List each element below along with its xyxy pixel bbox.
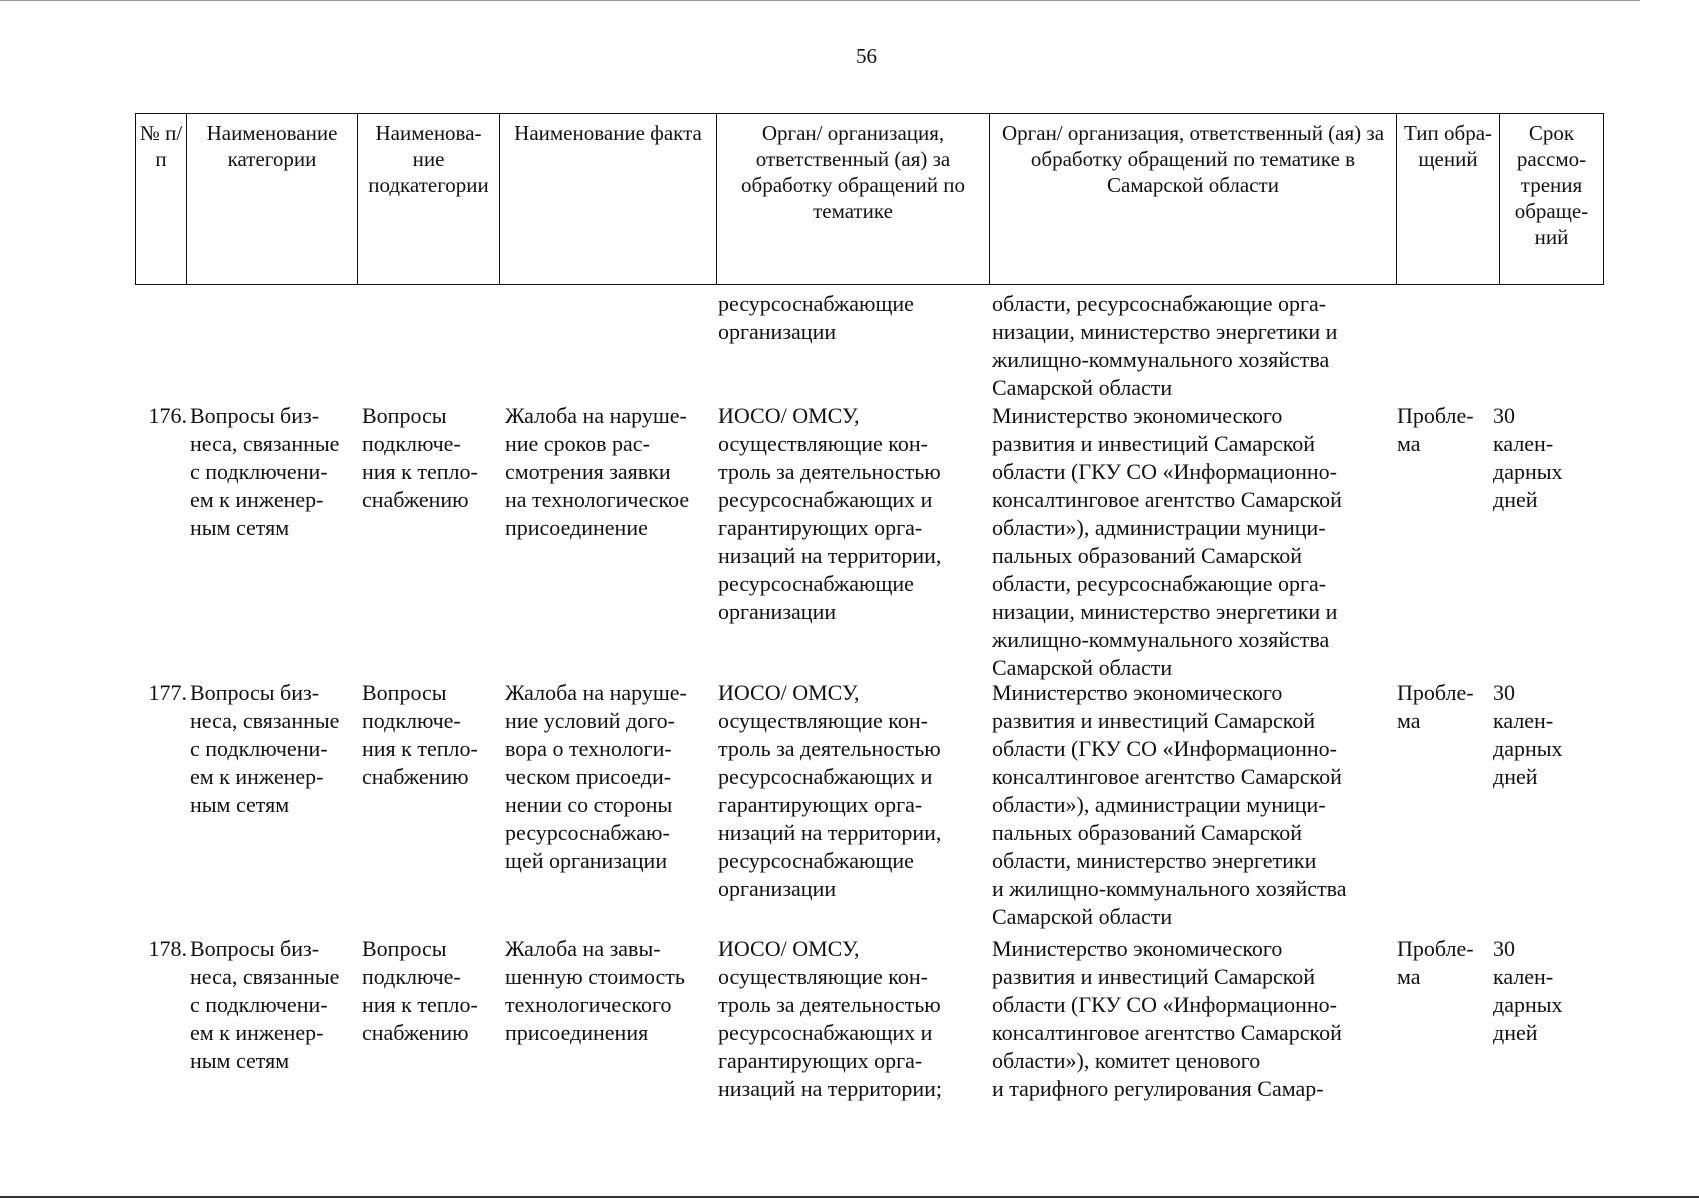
header-fact: Наименование факта (500, 114, 717, 285)
row-org-region: Министерство экономического развития и инвестиций Самарской области (ГКУ СО «Информационно- консалтинговое агентство Самарской области»), комитет ценового и тарифного регулирования Самар- (992, 936, 1342, 1101)
continuation-org: ресурсоснабжающие организации (718, 291, 914, 344)
row-number: 178. (148, 936, 187, 961)
row-term: 30 кален- дарных дней (1493, 680, 1563, 789)
row-subcategory: Вопросы подключе- ния к тепло- снабжению (362, 403, 478, 512)
scan-top-edge (0, 0, 1640, 1)
continuation-org-region: области, ресурсоснабжающие орга- низации, министерство энергетики и жилищно-коммунального хозяйства Самарской области (992, 291, 1338, 400)
header-num: № п/п (136, 114, 187, 285)
row-org: ИОСО/ ОМСУ, осуществляющие кон- троль за деятельностью ресурсоснабжающих и гарантирующих орга- низаций на территории; (718, 936, 942, 1101)
header-category: Наименование категории (187, 114, 358, 285)
row-subcategory: Вопросы подключе- ния к тепло- снабжению (362, 936, 478, 1045)
row-subcategory: Вопросы подключе- ния к тепло- снабжению (362, 680, 478, 789)
header-org-region: Орган/ организация, ответственный (ая) за обработку обращений по тематике в Самарской области (990, 114, 1397, 285)
header-term: Срок рассмо-трения обраще-ний (1500, 114, 1604, 285)
row-org: ИОСО/ ОМСУ, осуществляющие кон- троль за деятельностью ресурсоснабжающих и гарантирующих орга- низаций на территории, ресурсоснабжающие организации (718, 680, 942, 901)
row-fact: Жалоба на наруше- ние условий дого- вора о технологи- ческом присоеди- нении со стороны ресурсоснабжаю- щей организации (505, 680, 687, 873)
row-org-region: Министерство экономического развития и инвестиций Самарской области (ГКУ СО «Информационно- консалтинговое агентство Самарской области»), администрации муници- пальных образований Самарской области, ресурсоснабжающие орга- низации, министерство энергетики и жилищно-коммунального хозяйства Самарской области (992, 403, 1342, 680)
page-number: 56 (856, 44, 877, 68)
row-category: Вопросы биз- неса, связанные с подключени- ем к инженер- ным сетям (190, 936, 340, 1073)
row-term: 30 кален- дарных дней (1493, 936, 1563, 1045)
scan-bottom-edge (0, 1196, 1699, 1198)
header-subcategory: Наименова-ние подкатегории (358, 114, 500, 285)
row-type: Пробле- ма (1397, 403, 1474, 456)
row-type: Пробле- ма (1397, 680, 1474, 733)
row-term: 30 кален- дарных дней (1493, 403, 1563, 512)
header-org: Орган/ организация, ответственный (ая) за обработку обращений по тематике (717, 114, 990, 285)
row-type: Пробле- ма (1397, 936, 1474, 989)
row-number: 177. (148, 680, 187, 705)
header-type: Тип обра-щений (1397, 114, 1500, 285)
row-org-region: Министерство экономического развития и инвестиций Самарской области (ГКУ СО «Информационно- консалтинговое агентство Самарской области»), администрации муници- пальных образований Самарской области, министерство энергетики и жилищно-коммунального хозяйства Самарской области (992, 680, 1347, 929)
row-category: Вопросы биз- неса, связанные с подключени- ем к инженер- ным сетям (190, 680, 340, 817)
row-number: 176. (148, 403, 187, 428)
header-row (136, 114, 1604, 285)
row-org: ИОСО/ ОМСУ, осуществляющие кон- троль за деятельностью ресурсоснабжающих и гарантирующих орга- низаций на территории, ресурсоснабжающие организации (718, 403, 942, 624)
row-fact: Жалоба на наруше- ние сроков рас- смотрения заявки на технологическое присоединение (505, 403, 690, 540)
row-fact: Жалоба на завы- шенную стоимость технологического присоединения (505, 936, 685, 1045)
row-category: Вопросы биз- неса, связанные с подключени- ем к инженер- ным сетям (190, 403, 340, 540)
table-header (135, 113, 1604, 285)
